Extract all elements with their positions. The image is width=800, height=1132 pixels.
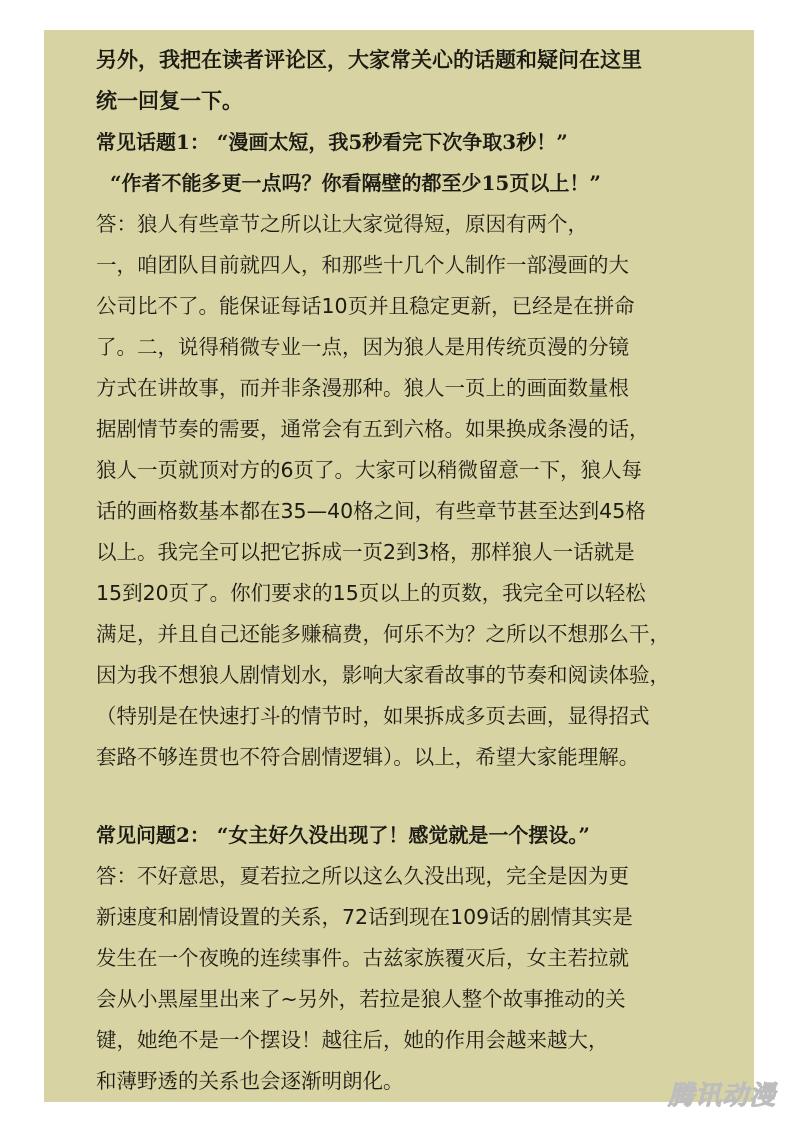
topic1-answer-line: 了。二，说得稍微专业一点，因为狼人是用传统页漫的分镜 [96, 335, 629, 359]
topic1-answer-line: 以上。我完全可以把它拆成一页2到3格，那样狼人一话就是 [96, 540, 635, 564]
topic1-answer-line: 据剧情节奏的需要，通常会有五到六格。如果换成条漫的话， [96, 417, 650, 441]
topic1-answer-line: 公司比不了。能保证每话10页并且稳定更新，已经是在拼命 [96, 294, 635, 318]
topic2-answer-line: 键，她绝不是一个摆设！越往后，她的作用会越来越大， [96, 1028, 609, 1052]
topic1-answer-line: 方式在讲故事，而并非条漫那种。狼人一页上的画面数量根 [96, 376, 629, 400]
topic1-answer-line: 套路不够连贯也不符合剧情逻辑）。以上，希望大家能理解。 [96, 745, 640, 769]
watermark-logo: 腾讯动漫 [667, 1081, 776, 1111]
topic2-answer-line: 和薄野透的关系也会逐渐明朗化。 [96, 1069, 404, 1093]
intro-line-2: 统一回复一下。 [96, 89, 243, 113]
topic1-answer-line: 答：狼人有些章节之所以让大家觉得短，原因有两个， [96, 212, 588, 236]
topic1-answer-line: 话的画格数基本都在35—40格之间，有些章节甚至达到45格 [96, 499, 646, 523]
text-panel [44, 30, 754, 1102]
topic2-answer-line: 新速度和剧情设置的关系，72话到现在109话的剧情其实是 [96, 905, 633, 929]
topic1-answer-line: 满足，并且自己还能多赚稿费，何乐不为？之所以不想那么干， [96, 622, 670, 646]
topic2-answer-line: 发生在一个夜晚的连续事件。古兹家族覆灭后，女主若拉就 [96, 946, 629, 970]
topic1-title-line-1: 常见话题1： “漫画太短，我5秒看完下次争取3秒！” [96, 130, 568, 154]
topic1-answer-line: （特别是在快速打斗的情节时，如果拆成多页去画，显得招式 [96, 704, 650, 728]
topic2-answer-line: 会从小黑屋里出来了~另外，若拉是狼人整个故事推动的关 [96, 987, 626, 1011]
topic1-answer-line: 一，咱团队目前就四人，和那些十几个人制作一部漫画的大 [96, 253, 629, 277]
topic1-answer-line: 因为我不想狼人剧情划水，影响大家看故事的节奏和阅读体验， [96, 663, 670, 687]
topic2-answer-line: 答：不好意思，夏若拉之所以这么久没出现，完全是因为更 [96, 864, 629, 888]
topic1-answer-line: 15到20页了。你们要求的15页以上的页数，我完全可以轻松 [96, 581, 646, 605]
topic1-answer-line: 狼人一页就顶对方的6页了。大家可以稍微留意一下，狼人每 [96, 458, 643, 482]
topic2-title-line: 常见问题2： “女主好久没出现了！感觉就是一个摆设。” [96, 823, 590, 847]
topic1-title-line-2: “作者不能多更一点吗？你看隔壁的都至少15页以上！” [110, 171, 601, 195]
intro-line-1: 另外，我把在读者评论区，大家常关心的话题和疑问在这里 [96, 48, 642, 72]
